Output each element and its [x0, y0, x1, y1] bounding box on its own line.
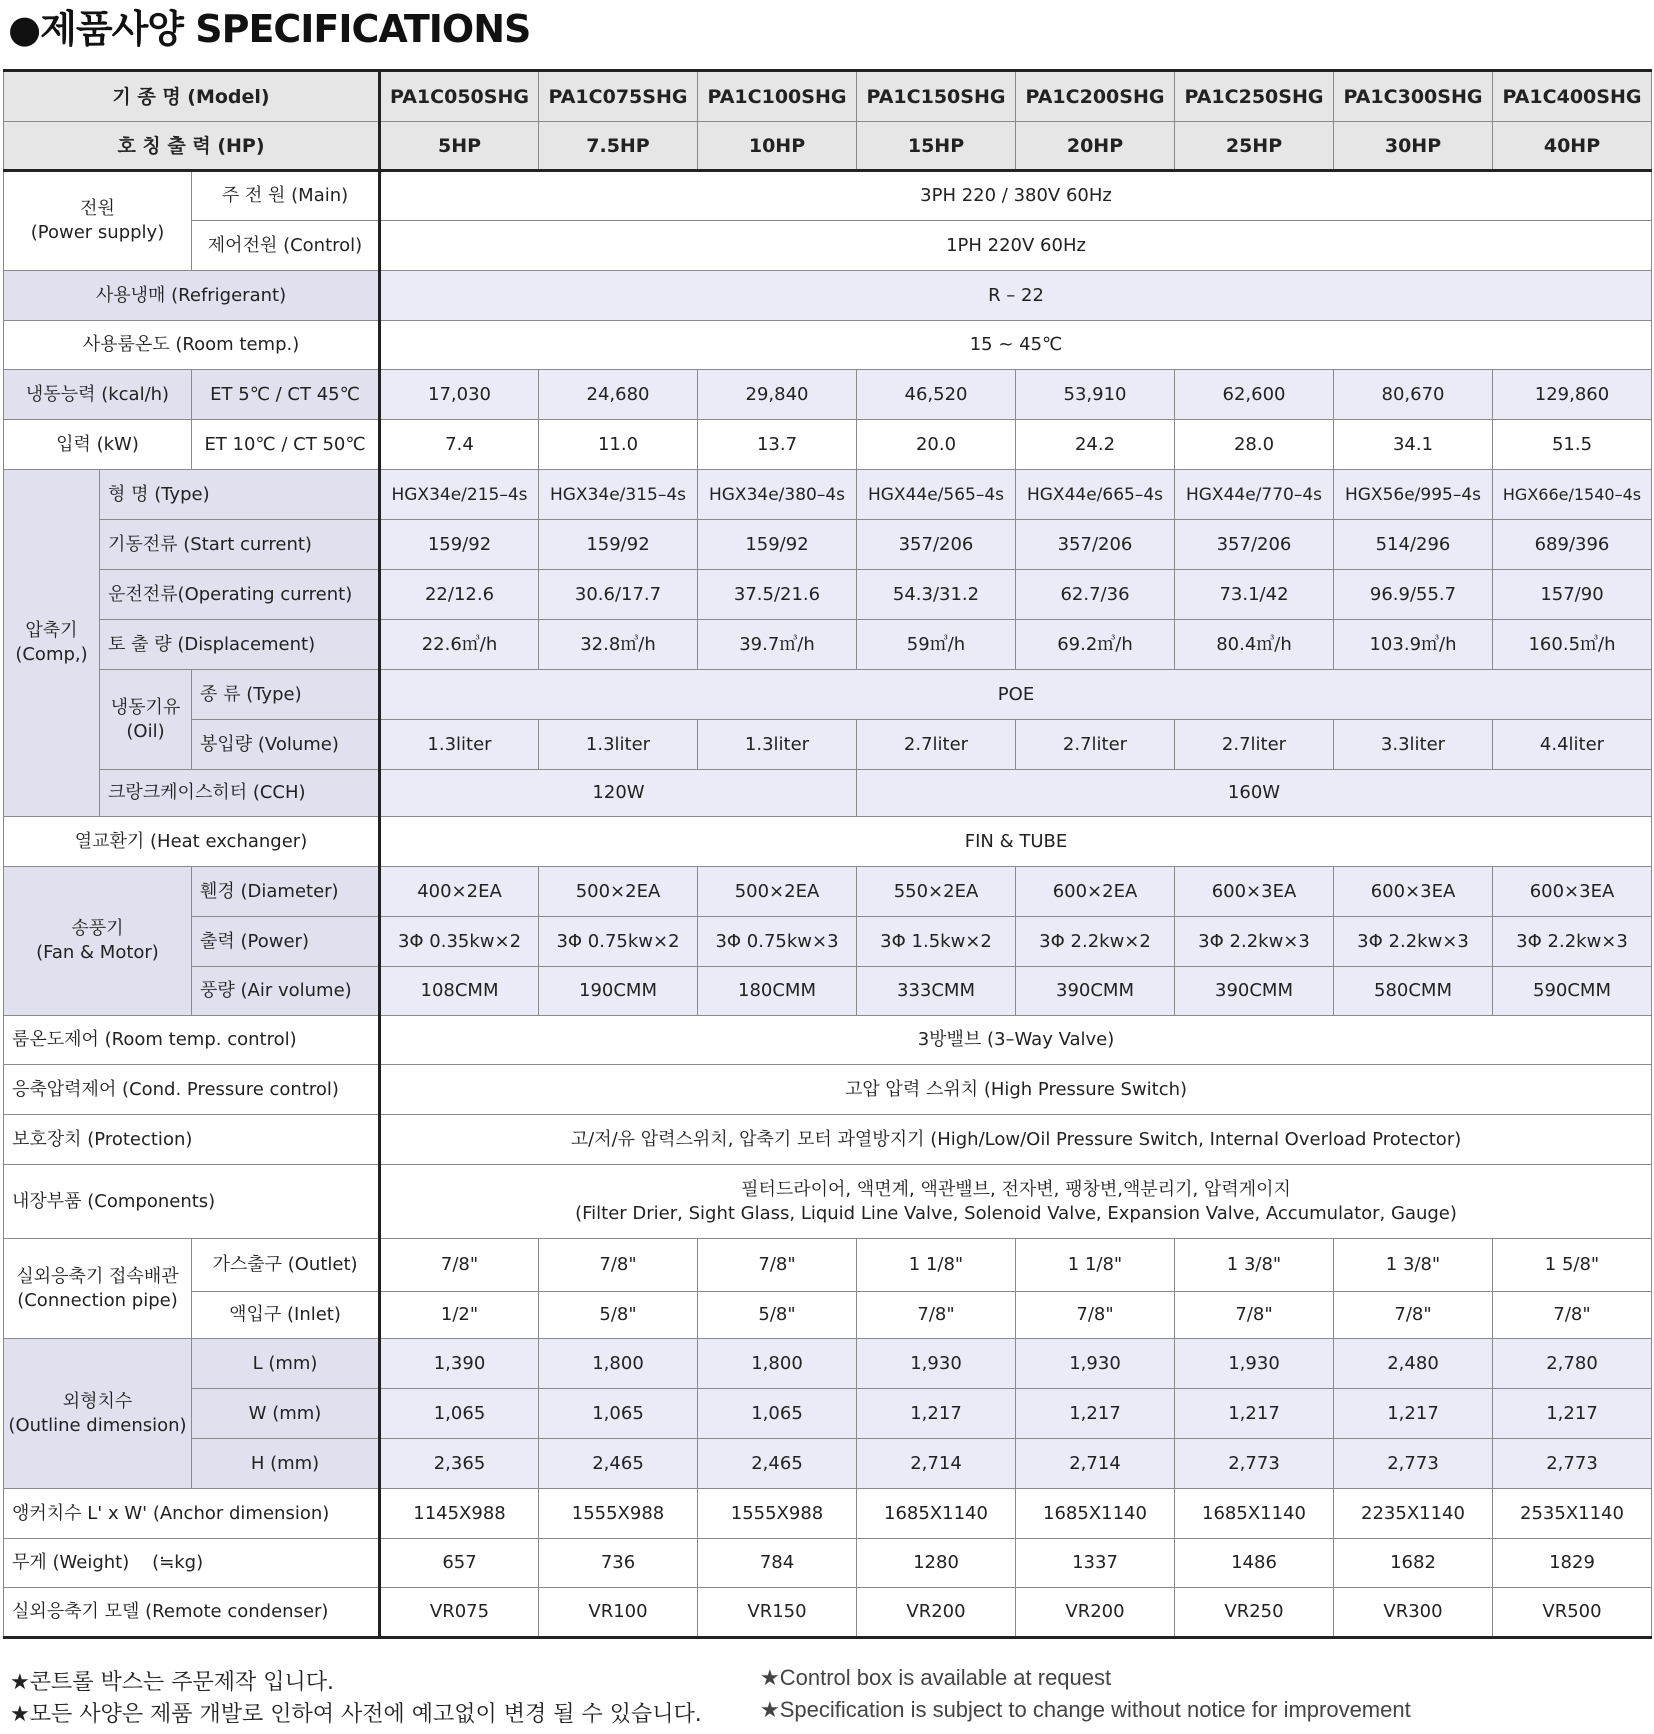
refrigerant-value: R – 22	[380, 271, 1652, 321]
operating-current-cell: 62.7/36	[1016, 570, 1175, 620]
remote-cell: VR250	[1175, 1588, 1334, 1638]
outline-l-cell: 1,930	[857, 1339, 1016, 1389]
outlet-cell: 1 1/8"	[857, 1239, 1016, 1292]
oil-volume-cell: 2.7liter	[1175, 720, 1334, 770]
oil-type-label: 종 류 (Type)	[192, 670, 380, 720]
outline-w-cell: 1,217	[1334, 1389, 1493, 1439]
input-row	[4, 420, 1652, 470]
outlet-cell: 1 3/8"	[1334, 1239, 1493, 1292]
hp-cell: 40HP	[1493, 122, 1652, 171]
room-temp-control-label: 룸온도제어 (Room temp. control)	[4, 1016, 380, 1065]
start-current-cell: 159/92	[698, 520, 857, 570]
weight-cell: 1486	[1175, 1539, 1334, 1588]
anchor-cell: 1685X1140	[1016, 1489, 1175, 1539]
displacement-cell: 39.7㎥/h	[698, 620, 857, 670]
room-temp-value: 15 ~ 45℃	[380, 321, 1652, 370]
operating-current-cell: 54.3/31.2	[857, 570, 1016, 620]
hp-cell: 5HP	[380, 122, 539, 171]
page-title: ●제품사양 SPECIFICATIONS	[8, 7, 531, 51]
fan-power-cell: 3Φ 0.35kw×2	[380, 917, 539, 967]
fan-diameter-cell: 550×2EA	[857, 867, 1016, 917]
fan-power-cell: 3Φ 2.2kw×3	[1334, 917, 1493, 967]
inlet-cell: 5/8"	[698, 1292, 857, 1339]
remote-cell: VR100	[539, 1588, 698, 1638]
components-row	[4, 1165, 1652, 1239]
capacity-cell: 62,600	[1175, 370, 1334, 420]
anchor-row	[4, 1489, 1652, 1539]
outline-l-cell: 1,930	[1016, 1339, 1175, 1389]
outlet-row	[4, 1239, 1652, 1292]
capacity-cell: 17,030	[380, 370, 539, 420]
outlet-cell: 1 1/8"	[1016, 1239, 1175, 1292]
hp-cell: 15HP	[857, 122, 1016, 171]
room-temp-row	[4, 321, 1652, 370]
remote-cell: VR200	[1016, 1588, 1175, 1638]
fan-power-label: 출력 (Power)	[192, 917, 380, 967]
fan-power-cell: 3Φ 0.75kw×2	[539, 917, 698, 967]
comp-type-cell: HGX34e/215–4s	[380, 470, 539, 520]
components-value	[380, 1165, 1652, 1239]
start-current-cell: 689/396	[1493, 520, 1652, 570]
outline-l-cell: 2,480	[1334, 1339, 1493, 1389]
oil-volume-cell: 2.7liter	[1016, 720, 1175, 770]
outline-w-cell: 1,217	[857, 1389, 1016, 1439]
fan-air-volume-cell: 390CMM	[1175, 967, 1334, 1016]
fan-power-cell: 3Φ 0.75kw×3	[698, 917, 857, 967]
capacity-cell: 29,840	[698, 370, 857, 420]
inlet-cell: 7/8"	[1493, 1292, 1652, 1339]
outline-l-cell: 1,930	[1175, 1339, 1334, 1389]
anchor-cell: 1555X988	[698, 1489, 857, 1539]
hp-row	[4, 122, 1652, 171]
weight-cell: 1337	[1016, 1539, 1175, 1588]
oil-volume-cell: 1.3liter	[698, 720, 857, 770]
fan-air-volume-cell: 190CMM	[539, 967, 698, 1016]
outline-label: 외형치수 (Outline dimension)	[4, 1339, 192, 1489]
outlet-cell: 7/8"	[698, 1239, 857, 1292]
power-control-value: 1PH 220V 60Hz	[380, 221, 1652, 271]
compressor-label: 압축기 (Comp,)	[4, 470, 100, 817]
outline-h-cell: 2,773	[1175, 1439, 1334, 1489]
hp-cell: 10HP	[698, 122, 857, 171]
comp-type-cell: HGX66e/1540–4s	[1493, 470, 1652, 520]
operating-current-cell: 22/12.6	[380, 570, 539, 620]
cond-pressure-value: 고압 압력 스위치 (High Pressure Switch)	[380, 1065, 1652, 1115]
footnote-ko-2: ★모든 사양은 제품 개발로 인하여 사전에 예고없이 변경 될 수 있습니다.	[10, 1702, 702, 1727]
displacement-cell: 80.4㎥/h	[1175, 620, 1334, 670]
outline-w-cell: 1,065	[380, 1389, 539, 1439]
protection-label: 보호장치 (Protection)	[4, 1115, 380, 1165]
fan-diameter-cell: 600×3EA	[1334, 867, 1493, 917]
operating-current-cell: 157/90	[1493, 570, 1652, 620]
capacity-cell: 129,860	[1493, 370, 1652, 420]
heat-exchanger-label: 열교환기 (Heat exchanger)	[4, 817, 380, 867]
fan-power-cell: 3Φ 2.2kw×2	[1016, 917, 1175, 967]
oil-volume-cell: 3.3liter	[1334, 720, 1493, 770]
fan-power-cell: 3Φ 2.2kw×3	[1175, 917, 1334, 967]
fan-power-cell: 3Φ 2.2kw×3	[1493, 917, 1652, 967]
fan-diameter-row	[4, 867, 1652, 917]
inlet-cell: 7/8"	[1175, 1292, 1334, 1339]
fan-label: 송풍기 (Fan & Motor)	[4, 867, 192, 1016]
fan-diameter-cell: 500×2EA	[539, 867, 698, 917]
model-cell: PA1C100SHG	[698, 71, 857, 122]
outline-h-cell: 2,773	[1493, 1439, 1652, 1489]
outline-w-cell: 1,065	[539, 1389, 698, 1439]
components-value-ko: 필터드라이어, 액면계, 액관밸브, 전자변, 팽창변,액분리기, 압력게이지	[741, 1178, 1291, 1200]
model-cell: PA1C400SHG	[1493, 71, 1652, 122]
hp-cell: 7.5HP	[539, 122, 698, 171]
refrigerant-row	[4, 271, 1652, 321]
input-cell: 51.5	[1493, 420, 1652, 470]
remote-cell: VR300	[1334, 1588, 1493, 1638]
power-main-value: 3PH 220 / 380V 60Hz	[380, 171, 1652, 221]
power-control-label: 제어전원 (Control)	[192, 221, 380, 271]
start-current-cell: 357/206	[857, 520, 1016, 570]
outlet-label: 가스출구 (Outlet)	[192, 1239, 380, 1292]
fan-air-volume-label: 풍량 (Air volume)	[192, 967, 380, 1016]
displacement-cell: 103.9㎥/h	[1334, 620, 1493, 670]
outline-h-cell: 2,465	[539, 1439, 698, 1489]
comp-type-cell: HGX56e/995–4s	[1334, 470, 1493, 520]
displacement-row	[4, 620, 1652, 670]
start-current-cell: 357/206	[1175, 520, 1334, 570]
outline-h-cell: 2,365	[380, 1439, 539, 1489]
comp-type-cell: HGX44e/665–4s	[1016, 470, 1175, 520]
weight-cell: 1280	[857, 1539, 1016, 1588]
operating-current-cell: 30.6/17.7	[539, 570, 698, 620]
fan-air-volume-cell: 580CMM	[1334, 967, 1493, 1016]
outline-w-cell: 1,065	[698, 1389, 857, 1439]
outline-l-cell: 2,780	[1493, 1339, 1652, 1389]
outline-l-cell: 1,800	[698, 1339, 857, 1389]
oil-type-row	[4, 670, 1652, 720]
cond-pressure-row	[4, 1065, 1652, 1115]
room-temp-control-row	[4, 1016, 1652, 1065]
inlet-cell: 7/8"	[1016, 1292, 1175, 1339]
start-current-cell: 159/92	[380, 520, 539, 570]
inlet-cell: 7/8"	[1334, 1292, 1493, 1339]
hp-label: 호 칭 출 력 (HP)	[4, 122, 380, 171]
weight-row	[4, 1539, 1652, 1588]
capacity-label: 냉동능력 (kcal/h)	[4, 370, 192, 420]
oil-volume-cell: 2.7liter	[857, 720, 1016, 770]
connection-label: 실외응축기 접속배관 (Connection pipe)	[4, 1239, 192, 1339]
outline-l-label: L (mm)	[192, 1339, 380, 1389]
protection-row	[4, 1115, 1652, 1165]
comp-type-label: 형 명 (Type)	[100, 470, 380, 520]
oil-type-value: POE	[380, 670, 1652, 720]
capacity-cell: 24,680	[539, 370, 698, 420]
displacement-cell: 22.6㎥/h	[380, 620, 539, 670]
outlet-cell: 7/8"	[380, 1239, 539, 1292]
fan-air-volume-row	[4, 967, 1652, 1016]
displacement-label: 토 출 량 (Displacement)	[100, 620, 380, 670]
outline-w-cell: 1,217	[1493, 1389, 1652, 1439]
fan-power-cell: 3Φ 1.5kw×2	[857, 917, 1016, 967]
outline-l-cell: 1,800	[539, 1339, 698, 1389]
capacity-cell: 80,670	[1334, 370, 1493, 420]
input-cell: 13.7	[698, 420, 857, 470]
fan-air-volume-cell: 590CMM	[1493, 967, 1652, 1016]
model-cell: PA1C050SHG	[380, 71, 539, 122]
outline-h-cell: 2,714	[1016, 1439, 1175, 1489]
cch-row	[4, 770, 1652, 817]
remote-row	[4, 1588, 1652, 1638]
hp-cell: 25HP	[1175, 122, 1334, 171]
inlet-label: 액입구 (Inlet)	[192, 1292, 380, 1339]
components-label: 내장부품 (Components)	[4, 1165, 380, 1239]
model-cell: PA1C300SHG	[1334, 71, 1493, 122]
footnote-ko-1: ★콘트롤 박스는 주문제작 입니다.	[10, 1670, 334, 1695]
oil-label: 냉동기유 (Oil)	[100, 670, 192, 770]
cch-value-a: 120W	[380, 770, 857, 817]
weight-cell: 784	[698, 1539, 857, 1588]
outline-h-cell: 2,773	[1334, 1439, 1493, 1489]
cch-value-b: 160W	[857, 770, 1652, 817]
hp-cell: 20HP	[1016, 122, 1175, 171]
anchor-cell: 2235X1140	[1334, 1489, 1493, 1539]
input-cell: 28.0	[1175, 420, 1334, 470]
cond-pressure-label: 응축압력제어 (Cond. Pressure control)	[4, 1065, 380, 1115]
weight-label: 무게 (Weight) (≒kg)	[4, 1539, 380, 1588]
anchor-cell: 1145X988	[380, 1489, 539, 1539]
remote-cell: VR075	[380, 1588, 539, 1638]
start-current-cell: 514/296	[1334, 520, 1493, 570]
outline-w-cell: 1,217	[1175, 1389, 1334, 1439]
displacement-cell: 69.2㎥/h	[1016, 620, 1175, 670]
model-cell: PA1C150SHG	[857, 71, 1016, 122]
footnote-en-1: ★Control box is available at request	[760, 1665, 1112, 1690]
input-cell: 34.1	[1334, 420, 1493, 470]
input-cell: 11.0	[539, 420, 698, 470]
comp-type-row	[4, 470, 1652, 520]
fan-diameter-cell: 500×2EA	[698, 867, 857, 917]
outline-h-cell: 2,465	[698, 1439, 857, 1489]
input-cell: 24.2	[1016, 420, 1175, 470]
weight-cell: 657	[380, 1539, 539, 1588]
oil-volume-cell: 4.4liter	[1493, 720, 1652, 770]
displacement-cell: 59㎥/h	[857, 620, 1016, 670]
capacity-cell: 46,520	[857, 370, 1016, 420]
weight-cell: 1829	[1493, 1539, 1652, 1588]
comp-type-cell: HGX34e/315–4s	[539, 470, 698, 520]
oil-volume-cell: 1.3liter	[539, 720, 698, 770]
weight-cell: 1682	[1334, 1539, 1493, 1588]
protection-value: 고/저/유 압력스위치, 압축기 모터 과열방지기 (High/Low/Oil Pressure Switch, Internal Overload Protector)	[380, 1115, 1652, 1165]
operating-current-cell: 73.1/42	[1175, 570, 1334, 620]
operating-current-label: 운전전류(Operating current)	[100, 570, 380, 620]
fan-air-volume-cell: 180CMM	[698, 967, 857, 1016]
oil-volume-row	[4, 720, 1652, 770]
anchor-cell: 2535X1140	[1493, 1489, 1652, 1539]
input-condition: ET 10℃ / CT 50℃	[192, 420, 380, 470]
oil-volume-label: 봉입량 (Volume)	[192, 720, 380, 770]
heat-exchanger-value: FIN & TUBE	[380, 817, 1652, 867]
input-cell: 7.4	[380, 420, 539, 470]
start-current-cell: 357/206	[1016, 520, 1175, 570]
room-temp-control-value: 3방밸브 (3–Way Valve)	[380, 1016, 1652, 1065]
specifications-table	[3, 69, 1652, 1639]
weight-cell: 736	[539, 1539, 698, 1588]
remote-cell: VR150	[698, 1588, 857, 1638]
anchor-label: 앵커치수 L' x W' (Anchor dimension)	[4, 1489, 380, 1539]
inlet-cell: 5/8"	[539, 1292, 698, 1339]
capacity-condition: ET 5℃ / CT 45℃	[192, 370, 380, 420]
fan-diameter-cell: 600×2EA	[1016, 867, 1175, 917]
fan-diameter-cell: 400×2EA	[380, 867, 539, 917]
cch-label: 크랑크케이스히터 (CCH)	[100, 770, 380, 817]
remote-label: 실외응축기 모델 (Remote condenser)	[4, 1588, 380, 1638]
start-current-cell: 159/92	[539, 520, 698, 570]
outline-w-row	[4, 1389, 1652, 1439]
outlet-cell: 7/8"	[539, 1239, 698, 1292]
model-row	[4, 71, 1652, 122]
fan-diameter-label: 휀경 (Diameter)	[192, 867, 380, 917]
power-main-label: 주 전 원 (Main)	[192, 171, 380, 221]
fan-diameter-cell: 600×3EA	[1493, 867, 1652, 917]
power-supply-label: 전원 (Power supply)	[4, 171, 192, 271]
power-control-row	[4, 221, 1652, 271]
hp-cell: 30HP	[1334, 122, 1493, 171]
model-label: 기 종 명 (Model)	[4, 71, 380, 122]
components-value-en: (Filter Drier, Sight Glass, Liquid Line Valve, Solenoid Valve, Expansion Valve, Accumulator, Gauge)	[575, 1202, 1457, 1224]
operating-current-cell: 37.5/21.6	[698, 570, 857, 620]
capacity-row	[4, 370, 1652, 420]
anchor-cell: 1555X988	[539, 1489, 698, 1539]
fan-air-volume-cell: 390CMM	[1016, 967, 1175, 1016]
operating-current-cell: 96.9/55.7	[1334, 570, 1493, 620]
comp-type-cell: HGX44e/565–4s	[857, 470, 1016, 520]
heat-exchanger-row	[4, 817, 1652, 867]
inlet-row	[4, 1292, 1652, 1339]
outline-w-cell: 1,217	[1016, 1389, 1175, 1439]
oil-volume-cell: 1.3liter	[380, 720, 539, 770]
fan-power-row	[4, 917, 1652, 967]
outline-h-label: H (mm)	[192, 1439, 380, 1489]
comp-type-cell: HGX44e/770–4s	[1175, 470, 1334, 520]
displacement-cell: 160.5㎥/h	[1493, 620, 1652, 670]
fan-air-volume-cell: 333CMM	[857, 967, 1016, 1016]
remote-cell: VR500	[1493, 1588, 1652, 1638]
model-cell: PA1C200SHG	[1016, 71, 1175, 122]
start-current-label: 기동전류 (Start current)	[100, 520, 380, 570]
anchor-cell: 1685X1140	[1175, 1489, 1334, 1539]
operating-current-row	[4, 570, 1652, 620]
outlet-cell: 1 3/8"	[1175, 1239, 1334, 1292]
refrigerant-label: 사용냉매 (Refrigerant)	[4, 271, 380, 321]
remote-cell: VR200	[857, 1588, 1016, 1638]
displacement-cell: 32.8㎥/h	[539, 620, 698, 670]
outline-l-cell: 1,390	[380, 1339, 539, 1389]
input-cell: 20.0	[857, 420, 1016, 470]
input-label: 입력 (kW)	[4, 420, 192, 470]
comp-type-cell: HGX34e/380–4s	[698, 470, 857, 520]
outline-w-label: W (mm)	[192, 1389, 380, 1439]
outlet-cell: 1 5/8"	[1493, 1239, 1652, 1292]
model-cell: PA1C250SHG	[1175, 71, 1334, 122]
footnote-en-2: ★Specification is subject to change without notice for improvement	[760, 1697, 1411, 1722]
outline-h-row	[4, 1439, 1652, 1489]
inlet-cell: 7/8"	[857, 1292, 1016, 1339]
capacity-cell: 53,910	[1016, 370, 1175, 420]
start-current-row	[4, 520, 1652, 570]
fan-air-volume-cell: 108CMM	[380, 967, 539, 1016]
anchor-cell: 1685X1140	[857, 1489, 1016, 1539]
outline-h-cell: 2,714	[857, 1439, 1016, 1489]
room-temp-label: 사용룸온도 (Room temp.)	[4, 321, 380, 370]
inlet-cell: 1/2"	[380, 1292, 539, 1339]
model-cell: PA1C075SHG	[539, 71, 698, 122]
outline-l-row	[4, 1339, 1652, 1389]
power-main-row	[4, 171, 1652, 221]
fan-diameter-cell: 600×3EA	[1175, 867, 1334, 917]
